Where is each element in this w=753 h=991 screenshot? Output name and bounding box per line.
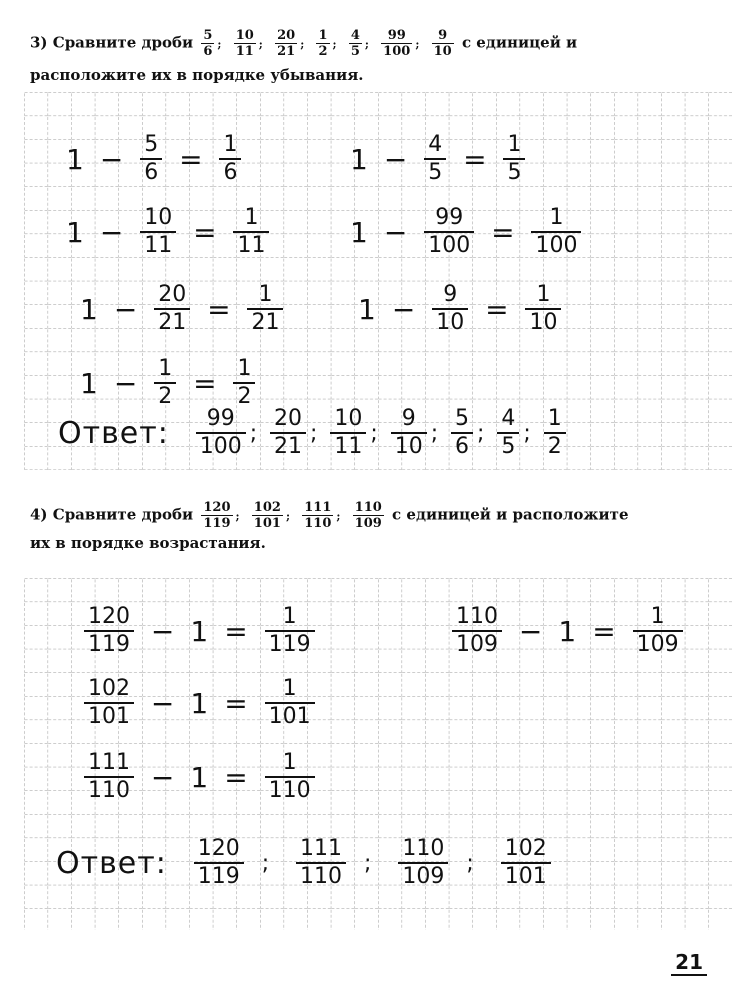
task4-fraction: $\frac{102}{101}$ <box>253 500 281 531</box>
task3-fraction: $\frac{4}{5}$ <box>350 28 360 59</box>
answer-fraction: $\frac{102}{101}$ <box>501 836 551 890</box>
task4-work-4: $\frac{111}{110}$ − 1 = $\frac{1}{110}$ <box>84 750 315 804</box>
answer-fraction: $\frac{120}{119}$ <box>194 836 244 890</box>
task3-work-2: 1 − $\frac{4}{5}$ = $\frac{1}{5}$ <box>342 132 525 186</box>
task3-work-7: 1 − $\frac{1}{2}$ = $\frac{1}{2}$ <box>72 356 255 410</box>
answer-fraction: $\frac{5}{6}$ <box>451 406 473 460</box>
task3-work-1: 1 − $\frac{5}{6}$ = $\frac{1}{6}$ <box>58 132 241 186</box>
task4-fraction: $\frac{120}{119}$ <box>203 500 231 531</box>
task3-fraction: $\frac{1}{2}$ <box>318 28 328 59</box>
task4-work-1: $\frac{120}{119}$ − 1 = $\frac{1}{119}$ <box>84 604 315 658</box>
task4-fraction: $\frac{110}{109}$ <box>354 500 382 531</box>
task3-statement: 3) Сравните дроби $\frac{5}{6}$ ; $\frac{10}{11}$ ; $\frac{20}{21}$ ; $\frac{1}{2}$ ; $\frac{4}{5}$ ; $\frac{99}{100}$ ; $\frac{9}{10}$ с единицей и <box>30 28 578 59</box>
task4-statement: 4) Сравните дроби $\frac{120}{119}$ ; $\frac{102}{101}$ ; $\frac{111}{110}$ ; $\frac{110}{109}$ с единицей и расположите <box>30 500 629 531</box>
task3-prefix: 3) Сравните дроби <box>30 33 194 52</box>
task3-fraction: $\frac{10}{11}$ <box>235 28 254 59</box>
task3-fraction: $\frac{9}{10}$ <box>433 28 452 59</box>
task4-answer-label: Ответ: <box>56 845 167 881</box>
answer-fraction: $\frac{9}{10}$ <box>391 406 427 460</box>
answer-fraction: $\frac{10}{11}$ <box>330 406 366 460</box>
task3-work-3: 1 − $\frac{10}{11}$ = $\frac{1}{11}$ <box>58 205 269 259</box>
task4-prefix: 4) Сравните дроби <box>30 505 194 524</box>
answer-fraction: $\frac{1}{2}$ <box>544 406 566 460</box>
task3-fraction: $\frac{20}{21}$ <box>277 28 296 59</box>
page-number: 21 <box>671 950 707 976</box>
answer-fraction: $\frac{20}{21}$ <box>270 406 306 460</box>
task4-answer: Ответ: $\frac{120}{119}$ ; $\frac{111}{110}$ ; $\frac{110}{109}$ ; $\frac{102}{101}$ <box>56 836 551 890</box>
answer-fraction: $\frac{110}{109}$ <box>398 836 448 890</box>
task4-suffix: с единицей и расположите <box>392 505 629 524</box>
task4-fraction: $\frac{111}{110}$ <box>304 500 332 531</box>
task3-fraction: $\frac{99}{100}$ <box>383 28 411 59</box>
task3-answer: Ответ: $\frac{99}{100}$ ; $\frac{20}{21}$ ; $\frac{10}{11}$ ; $\frac{9}{10}$ ; $\frac{5}{6}$ ; $\frac{4}{5}$ ; $\frac{1}{2}$ <box>58 406 566 460</box>
task3-work-4: 1 − $\frac{99}{100}$ = $\frac{1}{100}$ <box>342 205 581 259</box>
task4-work-2: $\frac{110}{109}$ − 1 = $\frac{1}{109}$ <box>452 604 683 658</box>
task3-work-6: 1 − $\frac{9}{10}$ = $\frac{1}{10}$ <box>350 282 561 336</box>
task3-work-5: 1 − $\frac{20}{21}$ = $\frac{1}{21}$ <box>72 282 283 336</box>
answer-fraction: $\frac{99}{100}$ <box>196 406 246 460</box>
answer-fraction: $\frac{111}{110}$ <box>296 836 346 890</box>
task3-statement-line2: расположите их в порядке убывания. <box>30 66 364 84</box>
task3-suffix: с единицей и <box>461 33 578 52</box>
task3-fraction: $\frac{5}{6}$ <box>203 28 213 59</box>
task3-answer-label: Ответ: <box>58 415 169 451</box>
task4-statement-line2: их в порядке возрастания. <box>30 534 266 552</box>
answer-fraction: $\frac{4}{5}$ <box>497 406 519 460</box>
task4-work-3: $\frac{102}{101}$ − 1 = $\frac{1}{101}$ <box>84 676 315 730</box>
